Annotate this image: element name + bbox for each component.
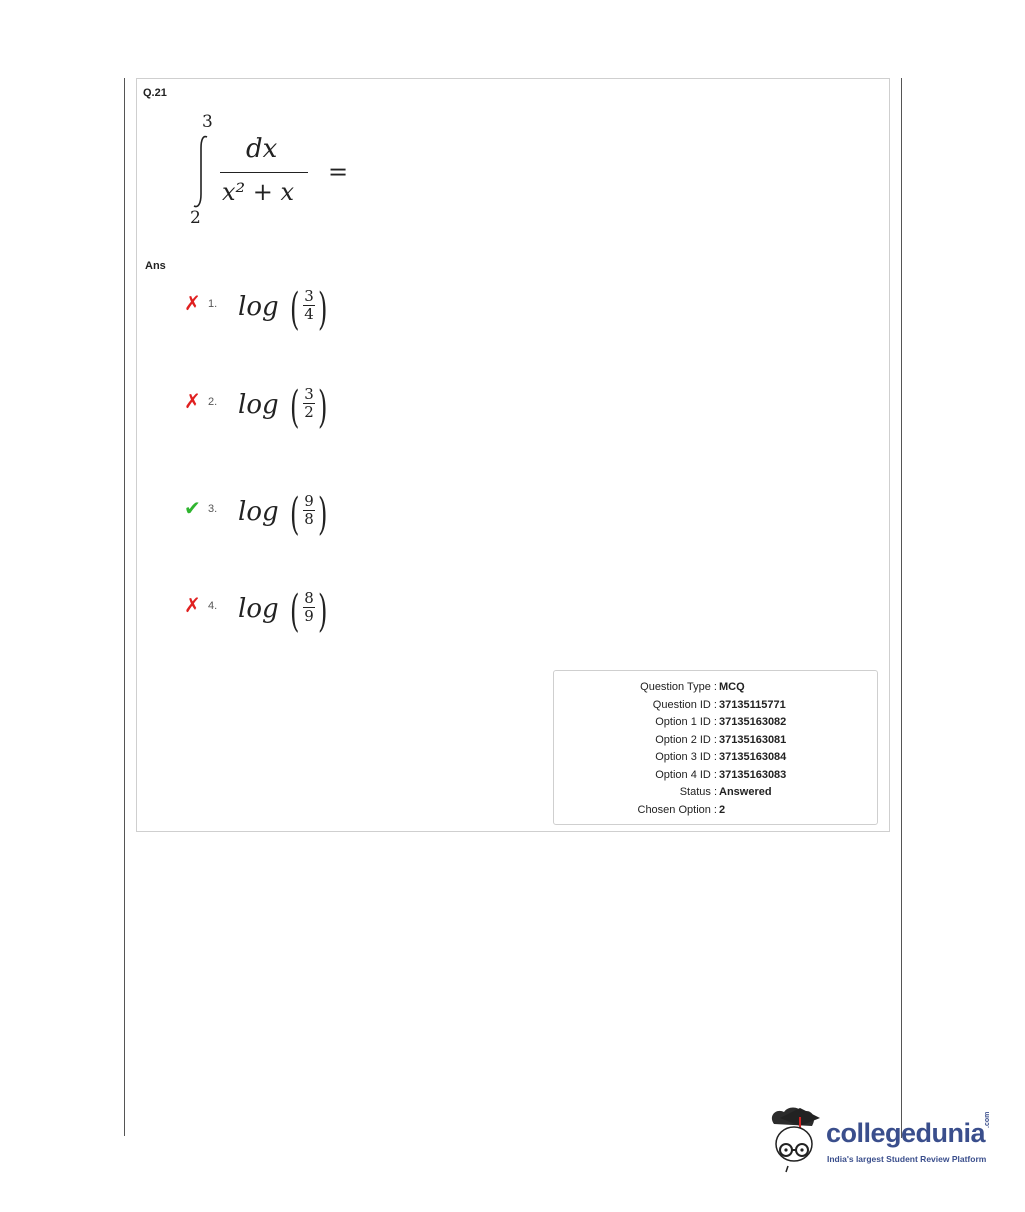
log-function: log [238,292,279,322]
option-2 [184,384,384,434]
left-paren: ( [290,382,300,433]
fraction-denominator: 9 [304,607,314,625]
option-3 [184,491,384,541]
page-left-border [124,78,125,1136]
fraction-denominator: 8 [304,510,314,528]
cross-icon: ✗ [184,391,201,413]
brand-tagline: India's largest Student Review Platform [827,1154,987,1164]
log-function: log [238,594,279,624]
info-key: Option 3 ID : [655,751,717,763]
right-paren: ) [318,284,328,335]
left-paren: ( [290,489,300,540]
cross-icon: ✗ [184,595,201,617]
log-function: log [238,390,279,420]
fraction-numerator: 3 [304,287,314,305]
integral-expression [182,110,362,235]
info-key: Status : [679,786,717,798]
option-1 [184,286,384,336]
info-value: 37135163081 [719,733,787,746]
integral-denominator: x² + x [222,178,295,206]
right-paren: ) [318,382,328,433]
integral-sign-icon [192,134,212,210]
right-paren: ) [318,489,328,540]
fraction-denominator: 4 [304,305,314,323]
info-value: 37135115771 [719,698,786,711]
info-value: 37135163082 [719,716,787,728]
page-right-border [901,78,902,1138]
info-key: Chosen Option : [637,803,717,816]
fraction-numerator: 8 [304,589,314,607]
integral-numerator: dx [246,134,278,164]
left-paren: ( [290,586,300,637]
fraction-numerator: 3 [304,385,314,403]
info-value: 37135163084 [719,751,787,763]
option-fraction [300,288,318,323]
option-number: 2. [208,396,218,408]
info-key: Option 4 ID : [655,768,717,781]
option-fraction [300,590,318,625]
integral-upper-limit: 3 [202,112,213,132]
log-function: log [238,497,279,527]
info-value: 2 [719,803,726,816]
equals-sign: = [328,158,349,186]
info-value: 37135163083 [719,768,787,781]
collegedunia-logo[interactable] [766,1104,996,1176]
option-number: 1. [208,298,218,310]
check-icon: ✔ [184,498,201,520]
brand-name: collegedunia [826,1118,986,1148]
fraction-denominator: 2 [304,403,314,421]
cross-icon: ✗ [184,293,201,315]
fraction-bar [220,172,308,173]
left-paren: ( [290,284,300,335]
info-key: Question ID : [652,698,717,711]
question-info-box [553,670,878,825]
option-fraction [300,493,318,528]
integral-lower-limit: 2 [190,208,201,228]
question-number: Q.21 [143,87,167,99]
info-value: MCQ [719,681,745,693]
option-4 [184,588,384,638]
option-number: 4. [208,600,218,612]
info-key: Question Type : [640,681,717,693]
info-value: Answered [719,786,772,798]
mascot-face-icon [766,1104,824,1176]
brand-suffix: .com [984,1111,991,1128]
answer-label: Ans [145,260,166,272]
right-paren: ) [318,586,328,637]
info-key: Option 1 ID : [655,716,717,728]
info-key: Option 2 ID : [655,733,717,746]
option-number: 3. [208,503,218,515]
option-fraction [300,386,318,421]
fraction-numerator: 9 [304,492,314,510]
